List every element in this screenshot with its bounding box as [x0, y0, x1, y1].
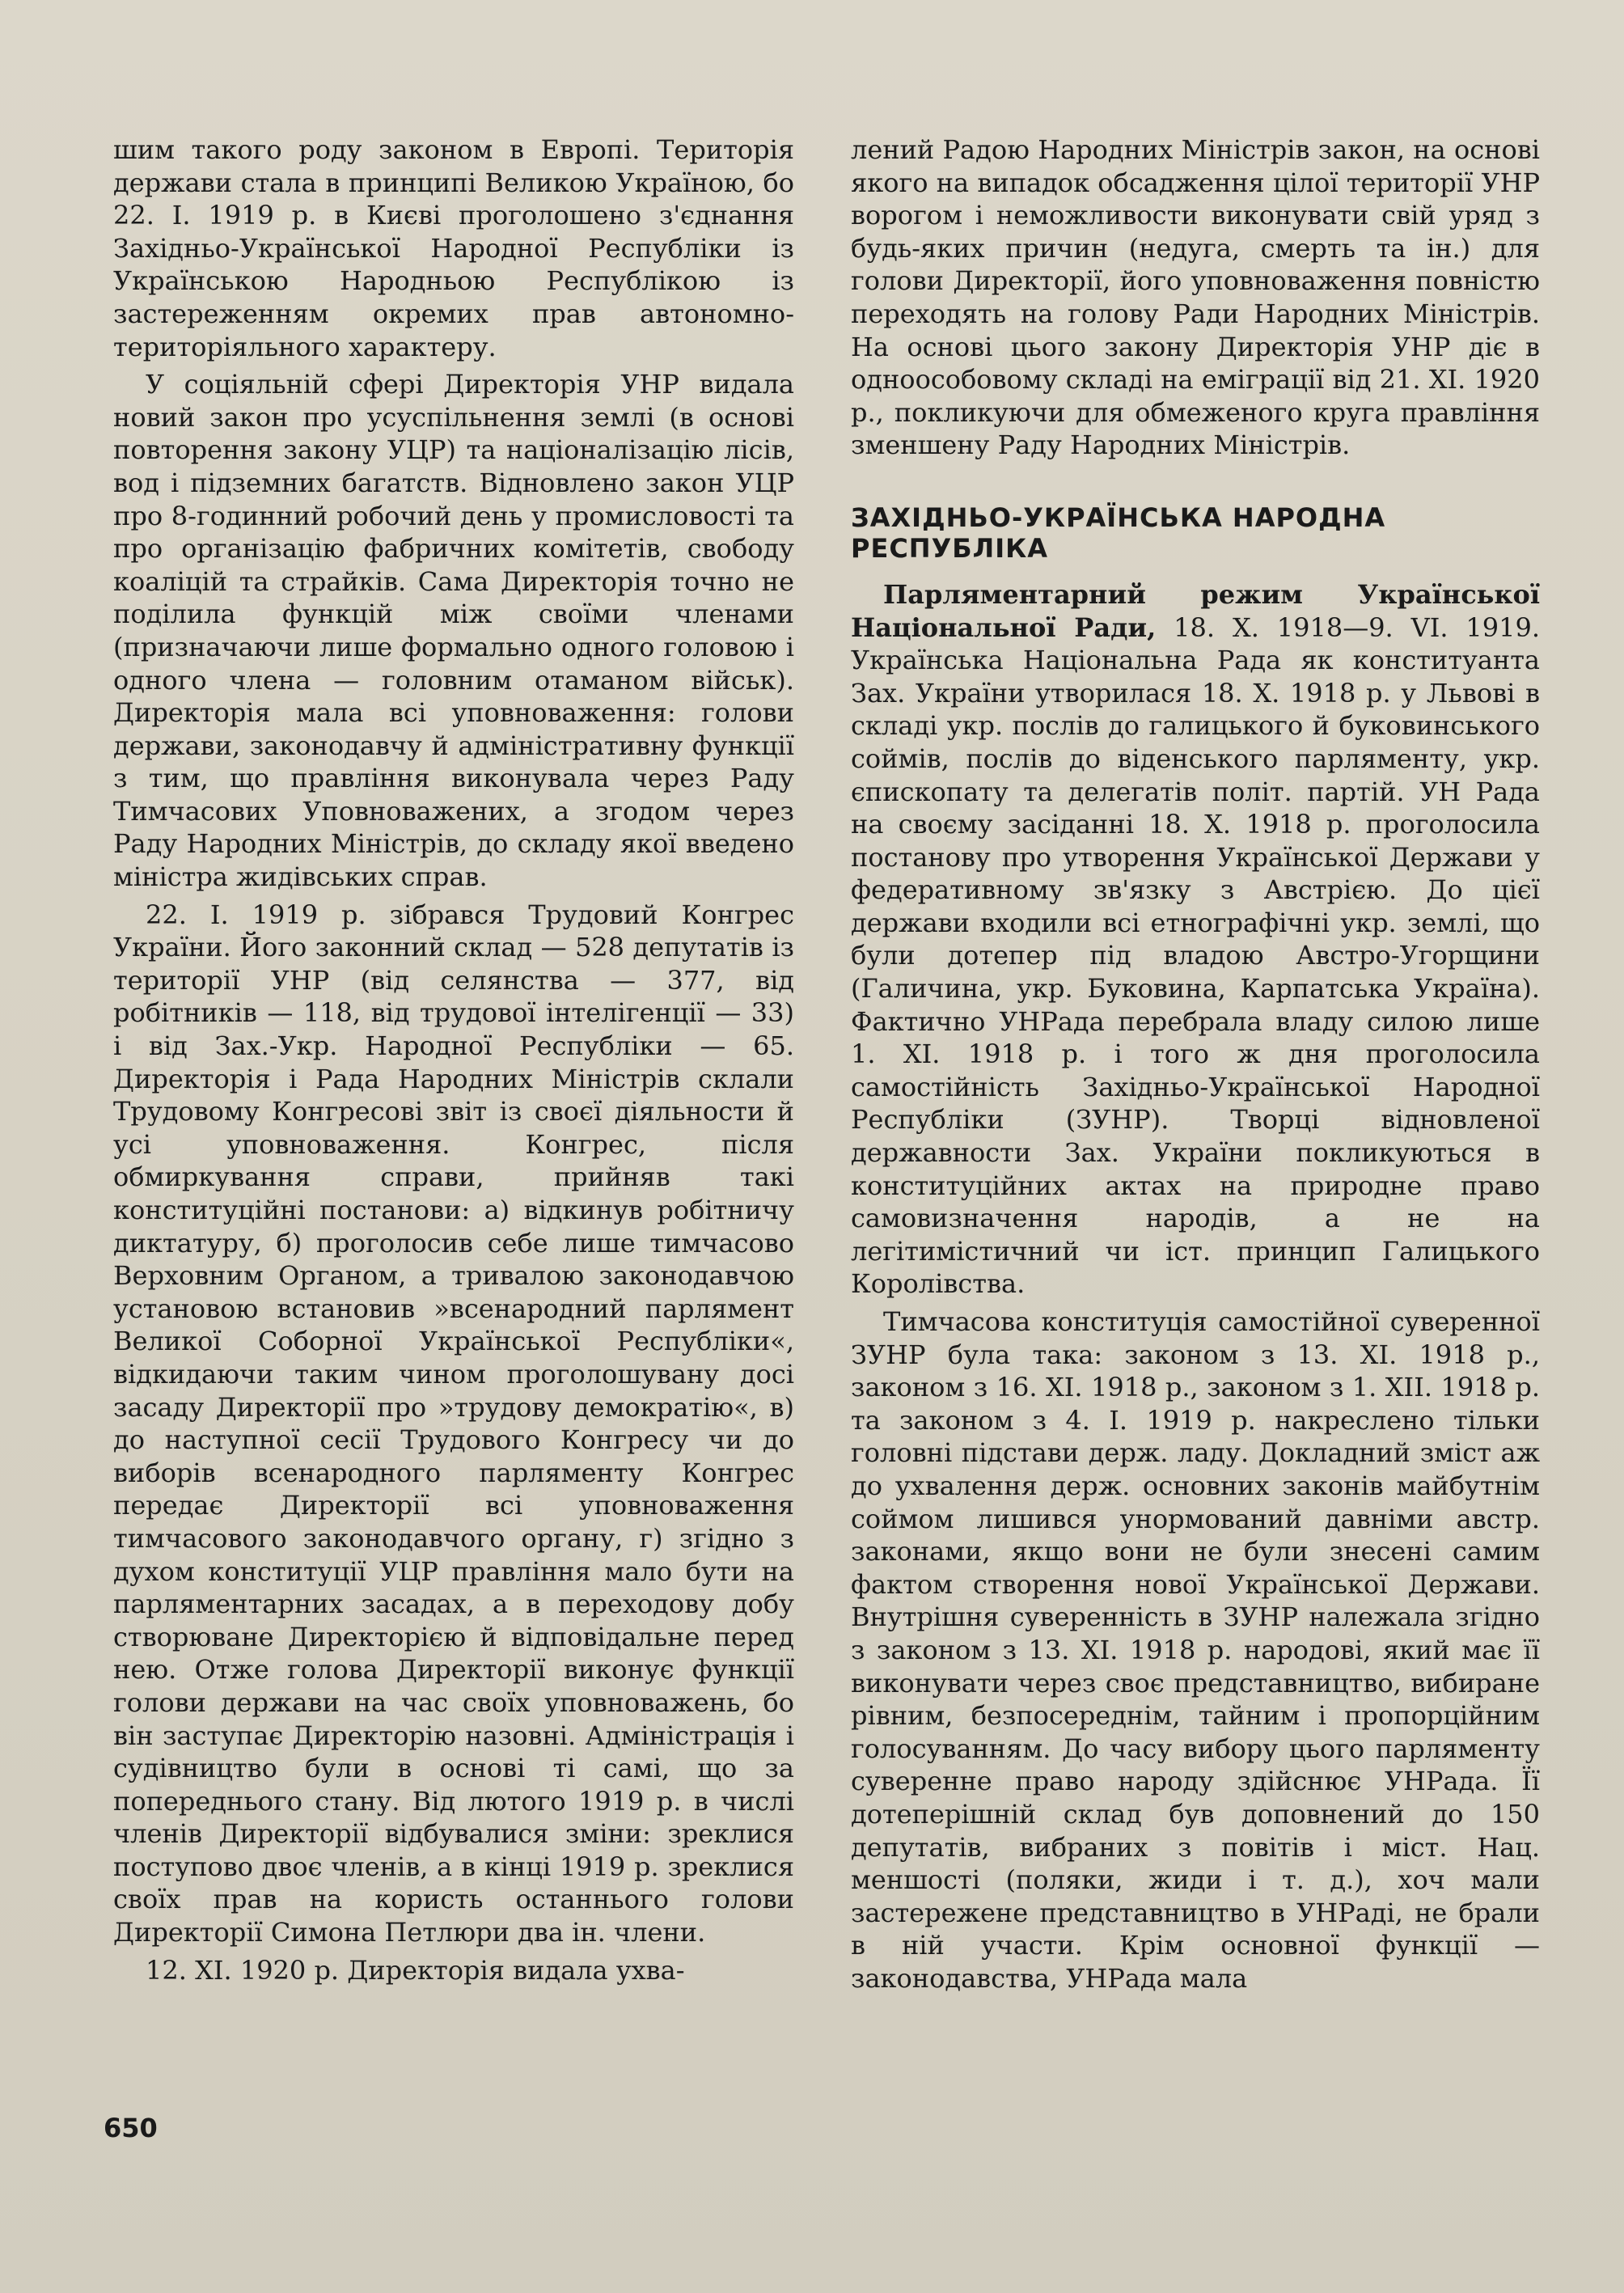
subsection-title: Парляментарний режим Української Національної Ради, — [851, 578, 1540, 643]
subsection-text: Українська Національна Рада як конституанта Зах. України утворилася 18. X. 1918 р. у Львові в складі укр. послів до галицького й буковинського соймів, послів до віденського парляменту, укр. єпископату та делегатів політ. партій. УН Рада на своєму засіданні 18. X. 1918 р. проголосила постанову про утворення Української Держави у федеративному зв'язку з Австрією. До цієї держави входили всі етнографічні укр. землі, що були дотепер під владою Австро-Угорщини (Галичина, укр. Буковина, Карпатська Україна). Фактично УНРада перебрала владу силою лише 1. XI. 1918 р. і того ж дня проголосила самостійність Західньо-Української Народної Республіки (ЗУНР). Творці відновленої державности Зах. України покликуються в конституційних актах на природне право самовизначення народів, а не на легітимістичний чи іст. принцип Галицького Королівства. — [851, 645, 1540, 1300]
left-paragraph-4: 12. XI. 1920 р. Директорія видала ухва- — [146, 1954, 685, 1986]
page-number: 650 — [104, 2113, 158, 2143]
right-intro-paragraph: лений Радою Народних Міністрів закон, на основі якого на випадок обсадження цілої території УНР ворогом і неможливости виконувати свій уряд з будь-яких причин (недуга, смерть та ін.) для голови Директорії, його уповноваження повністю переходять на голову Ради Народних Міністрів. На основі цього закону Директорія УНР діє в одноособовому складі на еміграції від 21. XI. 1920 р., покликуючи для обмеженого круга правління зменшену Раду Народних Міністрів. — [851, 134, 1540, 461]
left-column — [113, 133, 794, 1986]
left-paragraph-1: шим такого роду законом в Европі. Територія держави стала в принципі Великою Україною, бо 22. І. 1919 р. в Києві проголошено з'єднання Західньо-Української Народної Республіки із Українською Народньою Республікою із застереженням окремих прав автономно-територіяльного характеру. — [113, 134, 794, 362]
right-paragraph-2: Тимчасова конституція самостійної суверенної ЗУНР була така: законом з 13. XI. 1918 р., законом з 16. XI. 1918 р., законом з 1. XII. 1918 р. та законом з 4. І. 1919 р. накреслено тільки головні підстави держ. ладу. Докладний зміст аж до ухвалення держ. основних законів майбутнім соймом лишився унормований давніми австр. законами, якщо вони не були знесені самим фактом створення нової Української Держави. Внутрішня суверенність в ЗУНР належала згідно з законом з 13. XI. 1918 р. народові, який має її виконувати через своє представництво, вибиране рівним, безпосереднім, тайним і пропорційним голосуванням. До часу вибору цього парляменту суверенне право народу здійснює УНРада. Її дотеперішній склад був доповнений до 150 депутатів, вибраних з повітів і міст. Нац. меншості (поляки, жиди і т. д.), хоч мали застережене представництво в УНРаді, не брали в ній участи. Крім основної функції — законодавства, УНРада мала — [851, 1306, 1540, 1994]
right-column — [851, 133, 1540, 1995]
subsection-paragraph — [851, 578, 1540, 1301]
section-heading: ЗАХІДНЬО-УКРАЇНСЬКА НАРОДНА РЕСПУБЛІКА — [851, 501, 1386, 564]
left-paragraph-3: 22. І. 1919 р. зібрався Трудовий Конгрес України. Його законний склад — 528 депутатів із території УНР (від селянства — 377, від робітників — 118, від трудової інтелігенції — 33) і від Зах.-Укр. Народної Республіки — 65. Директорія і Рада Народних Міністрів склали Трудовому Конгресові звіт із своєї діяльности й усі уповноваження. Конгрес, після обмиркування справи, прийняв такі конституційні постанови: а) відкинув робітничу диктатуру, б) проголосив себе лише тимчасово Верховним Органом, а тривалою законодавчою установою встановив »всенародний парлямент Великої Соборної Української Республіки«, відкидаючи таким чином проголошувану досі засаду Директорії про »трудову демократію«, в) до наступної сесії Трудового Конгресу чи до виборів всенародного парляменту Конгрес передає Директорії всі уповноваження тимчасового законодавчого органу, г) згідно з духом конституції УЦР правління мало бути на парляментарних засадах, а в переходову добу створюване Директорією й відповідальне перед нею. Отже голова Директорії виконує функції голови держави на час своїх уповноважень, бо він заступає Директорію назовні. Адміністрація і судівництво були в основі ті самі, що за попереднього стану. Від лютого 1919 р. в числі членів Директорії відбувалися зміни: зреклися поступово двоє членів, а в кінці 1919 р. зреклися своїх прав на користь останнього голови Директорії Симона Петлюри два ін. члени. — [113, 899, 794, 1948]
subsection-dates: 18. X. 1918—9. VI. 1919. — [1156, 611, 1541, 643]
left-paragraph-2: У соціяльній сфері Директорія УНР видала новий закон про усуспільнення землі (в основі повторення закону УЦР) та націоналізацію лісів, вод і підземних багатств. Відновлено закон УЦР про 8-годинний робочий день у промисловості та про організацію фабричних комітетів, свободу коаліцій та страйків. Сама Директорія точно не поділила функцій між своїми членами (призначаючи лише формально одного головою і одного члена — головним отаманом військ). Директорія мала всі уповноваження: голови держави, законодавчу й адміністративну функції з тим, що правління виконувала через Раду Тимчасових Уповноважених, а згодом через Раду Народних Міністрів, до складу якої введено міністра жидівських справ. — [113, 369, 794, 893]
